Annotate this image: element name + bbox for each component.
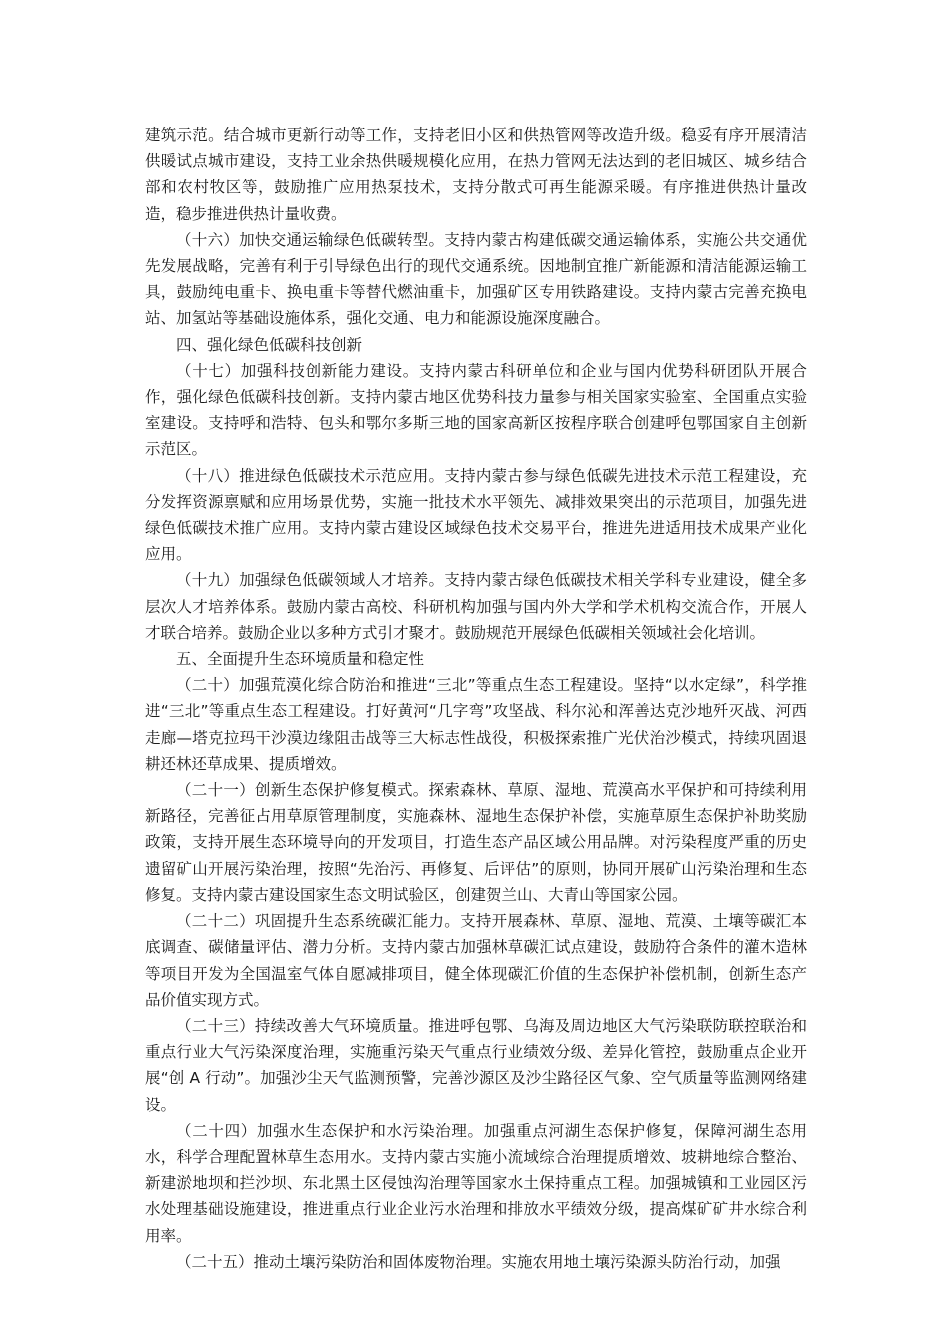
paragraph-item-16: （十六）加快交通运输绿色低碳转型。支持内蒙古构建低碳交通运输体系，实施公共交通优先发展战略，完善有利于引导绿色出行的现代交通系统。因地制宜推广新能源和清洁能源运输工具，鼓励纯电重卡、换电重卡等替代燃油重卡，加强矿区专用铁路建设。支持内蒙古完善充换电站、加氢站等基础设施体系，强化交通、电力和能源设施深度融合。 xyxy=(145,230,807,328)
paragraph-item-18: （十八）推进绿色低碳技术示范应用。支持内蒙古参与绿色低碳先进技术示范工程建设，充分发挥资源禀赋和应用场景优势，实施一批技术水平领先、减排效果突出的示范项目，加强先进绿色低碳技术推广应用。支持内蒙古建设区域绿色技术交易平台，推进先进适用技术成果产业化应用。 xyxy=(145,466,807,564)
section-heading-5: 五、全面提升生态环境质量和稳定性 xyxy=(176,650,425,669)
document-body xyxy=(145,122,807,1275)
paragraph-item-21: （二十一）创新生态保护修复模式。探索森林、草原、湿地、荒漠高水平保护和可持续利用新路径，完善征占用草原管理制度，实施森林、湿地生态保护补偿，实施草原生态保护补助奖励政策，支持开展生态环境导向的开发项目，打造生态产品区域公用品牌。对污染程度严重的历史遗留矿山开展污染治理，按照“先治污、再修复、后评估”的原则，协同开展矿山污染治理和生态修复。支持内蒙古建设国家生态文明试验区，创建贺兰山、大青山等国家公园。 xyxy=(145,781,807,904)
section-heading-4: 四、强化绿色低碳科技创新 xyxy=(176,335,363,354)
paragraph-continuation: 建筑示范。结合城市更新行动等工作，支持老旧小区和供热管网等改造升级。稳妥有序开展清洁供暖试点城市建设，支持工业余热供暖规模化应用，在热力管网无法达到的老旧城区、城乡结合部和农村牧区等，鼓励推广应用热泵技术，支持分散式可再生能源采暖。有序推进供热计量改造，稳步推进供热计量收费。 xyxy=(145,126,807,223)
paragraph-item-22: （二十二）巩固提升生态系统碳汇能力。支持开展森林、草原、湿地、荒漠、土壤等碳汇本底调查、碳储量评估、潜力分析。支持内蒙古加强林草碳汇试点建设，鼓励符合条件的灌木造林等项目开发为全国温室气体自愿减排项目，健全体现碳汇价值的生态保护补偿机制，创新生态产品价值实现方式。 xyxy=(145,912,807,1009)
paragraph-item-24: （二十四）加强水生态保护和水污染治理。加强重点河湖生态保护修复，保障河湖生态用水，科学合理配置林草生态用水。支持内蒙古实施小流域综合治理提质增效、坡耕地综合整治、新建淤地坝和拦沙坝、东北黑土区侵蚀沟治理等国家水土保持重点工程。加强城镇和工业园区污水处理基础设施建设，推进重点行业企业污水治理和排放水平绩效分级，提高煤矿矿井水综合利用率。 xyxy=(145,1121,807,1245)
paragraph-item-25: （二十五）推动土壤污染防治和固体废物治理。实施农用地土壤污染源头防治行动，加强 xyxy=(176,1252,781,1271)
paragraph-item-20: （二十）加强荒漠化综合防治和推进“三北”等重点生态工程建设。坚持“以水定绿”，科学推进“三北”等重点生态工程建设。打好黄河“几字弯”攻坚战、科尔沁和浑善达克沙地歼灭战、河西走廊—塔克拉玛干沙漠边缘阻击战等三大标志性战役，积极探索推广光伏治沙模式，持续巩固退耕还林还草成果、提质增效。 xyxy=(145,676,807,773)
paragraph-item-19: （十九）加强绿色低碳领域人才培养。支持内蒙古绿色低碳技术相关学科专业建设，健全多层次人才培养体系。鼓励内蒙古高校、科研机构加强与国内外大学和学术机构交流合作，开展人才联合培养。鼓励企业以多种方式引才聚才。鼓励规范开展绿色低碳相关领域社会化培训。 xyxy=(145,571,807,642)
paragraph-item-17: （十七）加强科技创新能力建设。支持内蒙古科研单位和企业与国内优势科研团队开展合作，强化绿色低碳科技创新。支持内蒙古地区优势科技力量参与相关国家实验室、全国重点实验室建设。支持呼和浩特、包头和鄂尔多斯三地的国家高新区按程序联合创建呼包鄂国家自主创新示范区。 xyxy=(145,361,807,459)
paragraph-item-23: （二十三）持续改善大气环境质量。推进呼包鄂、乌海及周边地区大气污染联防联控联治和重点行业大气污染深度治理，实施重污染天气重点行业绩效分级、差异化管控，鼓励重点企业开展“创 A 行动”。加强沙尘天气监测预警，完善沙源区及沙尘路径区气象、空气质量等监测网络建设。 xyxy=(145,1016,807,1114)
